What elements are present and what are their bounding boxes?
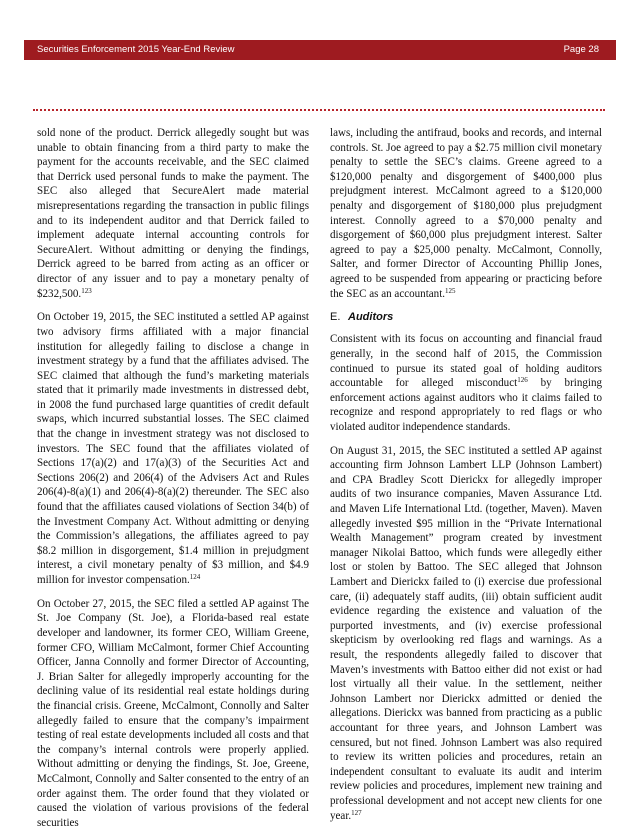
section-letter: E.: [330, 311, 341, 324]
page-number: Page 28: [563, 44, 599, 55]
footnote-ref[interactable]: 125: [445, 286, 456, 295]
paragraph: [37, 597, 309, 830]
paragraph: [330, 332, 602, 434]
footnote-ref[interactable]: 127: [351, 808, 362, 817]
paragraph-text: Consistent with its focus on accounting and financial fraud generally, in the second half of 2015, the Commission continued to pursue its stated goal of holding auditors accountable for alleged misconduct: [330, 333, 602, 390]
page-header-bar: [24, 40, 616, 60]
paragraph: [330, 126, 602, 301]
section-name: Auditors: [348, 311, 394, 324]
paragraph-text: On October 19, 2015, the SEC instituted a settled AP against two advisory firms affiliated with a major financial institution for allegedly failing to disclose a change in investment strategy by a fund that the affiliates advised. The SEC claimed that although the fund’s marketing materials stated that it primarily made investments in distressed debt, in 2008 the fund purchased large quantities of credit default swaps, which incurred substantial losses. The SEC claimed that the change in investment strategy was not disclosed to investors. The SEC found that the affiliates violated of Sections 17(a)(2) and 17(a)(3) of the Securities Act and Sections 206(2) and 206(4) of the Advisers Act and Rules 206(4)-8(a)(1) and 206(4)-8(a)(2) thereunder. The SEC also found that the affiliates caused violations of Section 34(b) of the Investment Company Act. Without admitting or denying the Commission’s allegations, the affiliates agreed to pay $8.2 million in disgorgement, $1.4 million in prejudgment interest, a civil monetary penalty of $3 million, and $4.9 million for investor compensation.: [37, 311, 309, 586]
footnote-ref[interactable]: 126: [517, 376, 528, 385]
footnote-ref[interactable]: 124: [189, 573, 201, 581]
section-heading: [330, 310, 602, 324]
right-column: [330, 126, 602, 823]
paragraph-text: sold none of the product. Derrick allegedly sought but was unable to obtain financing from a third party to make the payment for the accounts receivable, and the SEC claimed that Derrick used personal funds to make the payment. The SEC also alleged that SecureAlert made material misrepresentations regarding the transaction in public filings and to its independent auditor and that Derrick failed to implement adequate internal accounting controls for SecureAlert. Without admitting or denying the findings, Derrick agreed to be barred from acting as an officer or director of any issuer and to pay a monetary penalty of $232,500.: [37, 127, 309, 300]
left-column: [37, 126, 309, 830]
footnote-ref[interactable]: 123: [81, 286, 92, 295]
paragraph-text: laws, including the antifraud, books and records, and internal controls. St. Joe agreed to pay a $2.75 million civil monetary penalty to settle the SEC’s claims. Greene agreed to a $120,000 penalty and disgorgement of $400,000 plus prejudgment interest. McCalmont agreed to a $120,000 penalty and disgorgement of $180,000 plus prejudgment interest. Connolly agreed to a $70,000 penalty and disgorgement of $60,000 plus prejudgment interest. Salter agreed to pay a $25,000 penalty. McCalmont, Connolly, Salter, and former Director of Accounting Phillip Jones, agreed to be suspended from appearing or practicing before the SEC as an accountant.: [330, 127, 602, 300]
paragraph: [37, 126, 309, 301]
dotted-divider: [33, 109, 605, 111]
paragraph-text: On October 27, 2015, the SEC filed a settled AP against The St. Joe Company (St. Joe), a Florida-based real estate developer and landowner, its former CEO, William Greene, former CFO, William McCalmont, former Chief Accounting Officer, Janna Connolly and former Director of Accounting, J. Brian Salter for allegedly improperly accounting for the declining value of its residential real estate holdings during the financial crisis. Greene, McCalmont, Connolly and Salter allegedly failed to ensure that the company’s impairment testing of real estate developments included all costs and that the company’s internal controls were properly applied. Without admitting or denying the findings, St. Joe, Greene, McCalmont, Connolly and Salter consented to the entry of an order against them. The order found that they violated or caused the violation of various provisions of the federal securities: [37, 597, 309, 829]
header-title: Securities Enforcement 2015 Year-End Review: [37, 44, 235, 55]
paragraph: [330, 444, 602, 823]
paragraph-text-continued: by bringing enforcement actions against auditors who it claims failed to recognize and respond appropriately to red flags or who violated auditor independence standards.: [330, 377, 602, 433]
paragraph: [37, 310, 309, 587]
paragraph-text: On August 31, 2015, the SEC instituted a settled AP against accounting firm Johnson Lambert LLP (Johnson Lambert) and CPA Bradley Scott Dierickx for allegedly improper audits of two insurance companies, Maven Assurance Ltd. and Maven Life International Ltd. (together, Maven). Maven allegedly invested $95 million in the “Private International Wealth Management” program created by investment manager Nikolai Battoo, which funds were allegedly either lost or stolen by Battoo. The SEC alleged that Johnson Lambert and Dierickx failed to (i) exercise due professional care, (ii) adequately staff audits, (iii) obtain sufficient audit evidence regarding the existence and valuation of the purported investments, and (iv) exercise professional skepticism by overlooking red flags and warnings. As a result, the respondents allegedly failed to discover that Maven’s investments with Battoo either did not exist or had lost virtually all their value. In the settlement, neither Johnson Lambert nor Dierickx admitted or denied the allegations. Dierickx was banned from practicing as a public accountant for three years, and Johnson Lambert was censured, but not fined. Johnson Lambert was also required to review its written policies and procedures, retain an independent consultant to evaluate its audit and interim review policies and procedures, implement new training and professional development and not accept new clients for one year.: [330, 444, 602, 822]
